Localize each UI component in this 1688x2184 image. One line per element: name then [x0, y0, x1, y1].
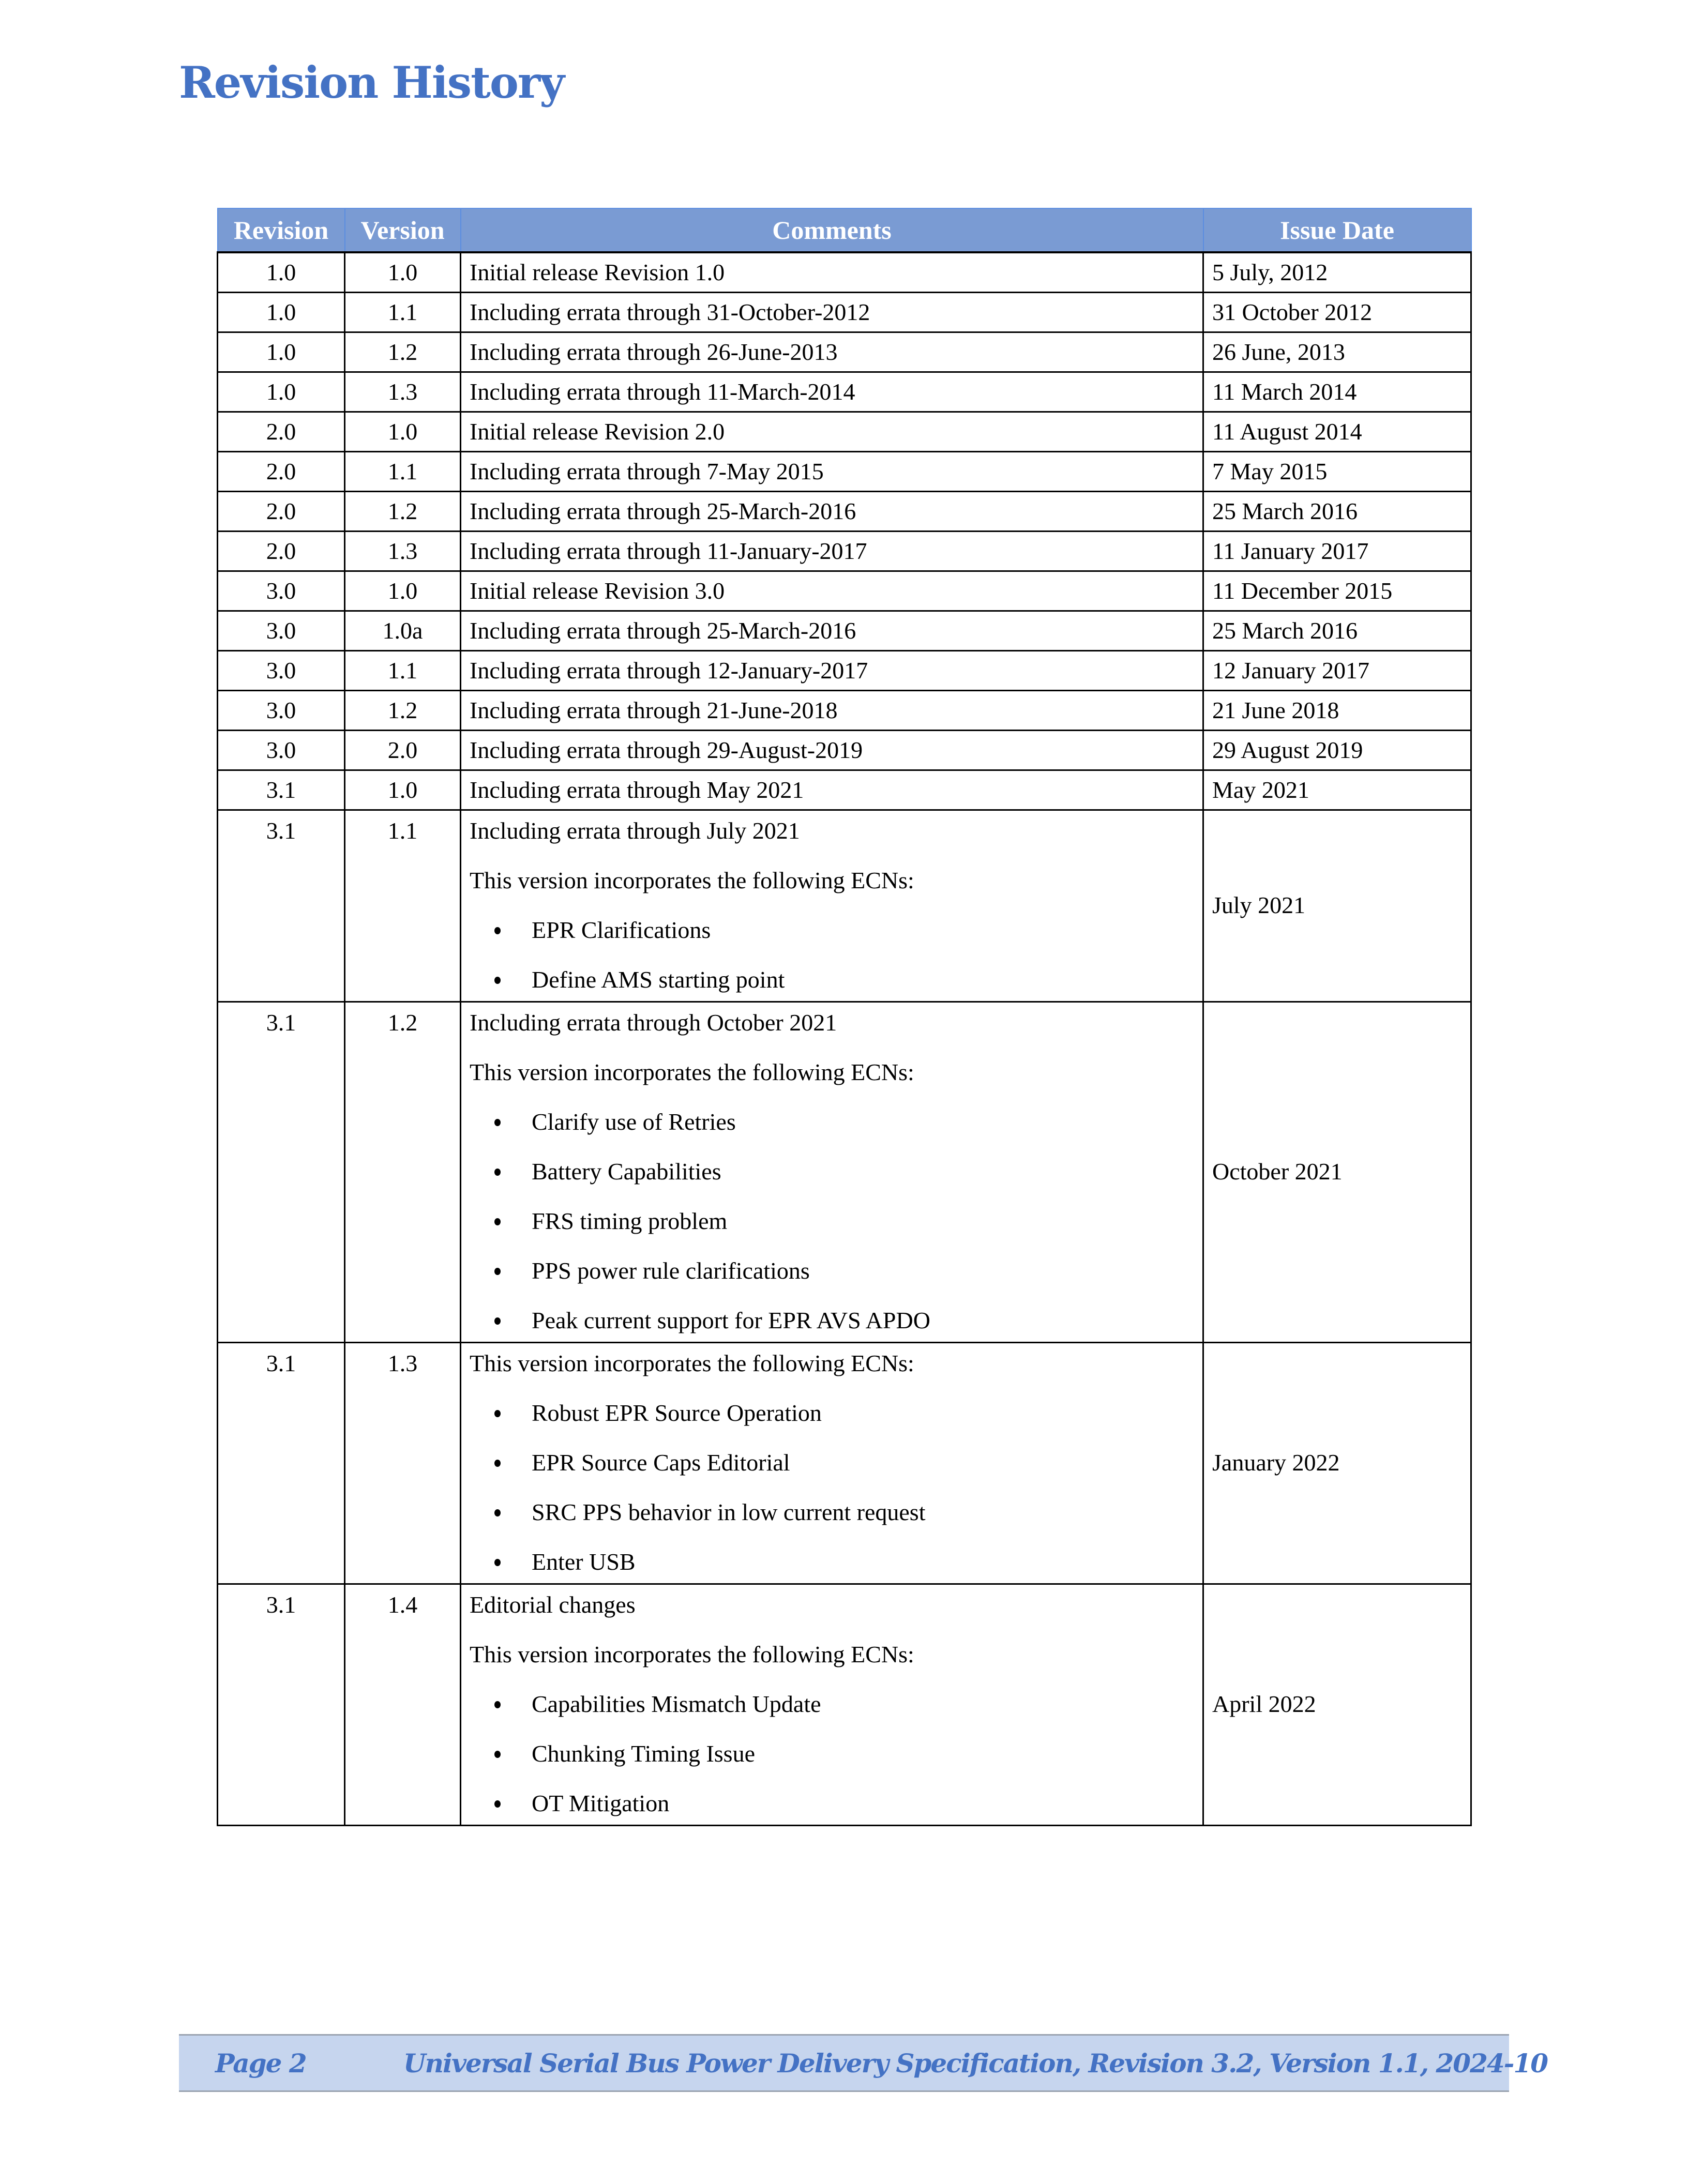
table-row — [218, 611, 1471, 651]
comment-line: This version incorporates the following ECNs: — [470, 1350, 914, 1376]
bullet-icon — [494, 1751, 501, 1758]
comment-line: This version incorporates the following ECNs: — [470, 1059, 914, 1085]
ecn-label: Peak current support for EPR AVS APDO — [532, 1307, 930, 1333]
cell-date: 11 August 2014 — [1203, 412, 1471, 452]
ecn-label: FRS timing problem — [532, 1208, 728, 1234]
ecn-label: Clarify use of Retries — [532, 1109, 736, 1135]
bullet-icon — [494, 1169, 501, 1176]
ecn-label: Battery Capabilities — [532, 1158, 721, 1185]
ecn-label: Capabilities Mismatch Update — [532, 1691, 821, 1717]
cell-comment: Including errata through 26-June-2013 — [461, 332, 1203, 372]
cell-comment: Including errata through 7-May 2015 — [461, 452, 1203, 492]
cell-comment: Including errata through 25-March-2016 — [461, 611, 1203, 651]
table-row — [218, 252, 1471, 293]
ecn-item — [470, 1204, 1194, 1238]
cell-revision: 3.0 — [218, 571, 345, 611]
cell-date: 7 May 2015 — [1203, 452, 1471, 492]
header-issue-date: Issue Date — [1203, 208, 1471, 252]
ecn-label: Define AMS starting point — [532, 966, 785, 993]
ecn-item — [470, 1105, 1194, 1139]
cell-date: May 2021 — [1203, 770, 1471, 810]
ecn-item — [470, 1786, 1194, 1821]
ecn-label: EPR Clarifications — [532, 917, 711, 943]
cell-version: 1.3 — [345, 1343, 461, 1584]
table-body — [218, 252, 1471, 1826]
bullet-icon — [494, 1317, 501, 1325]
cell-date: April 2022 — [1203, 1584, 1471, 1826]
cell-revision: 3.1 — [218, 1343, 345, 1584]
cell-date: 26 June, 2013 — [1203, 332, 1471, 372]
cell-revision: 3.0 — [218, 731, 345, 770]
page-footer — [179, 2034, 1548, 2092]
bullet-icon — [494, 1460, 501, 1467]
ecn-item — [470, 1446, 1194, 1480]
cell-version: 1.1 — [345, 651, 461, 691]
cell-date: 25 March 2016 — [1203, 611, 1471, 651]
page-title: Revision History — [179, 57, 564, 108]
ecn-item — [470, 1545, 1194, 1579]
cell-comment: Including errata through 11-January-2017 — [461, 532, 1203, 571]
table-row — [218, 452, 1471, 492]
comment-line: Editorial changes — [470, 1591, 636, 1618]
comment-line: This version incorporates the following ECNs: — [470, 867, 914, 893]
cell-revision: 2.0 — [218, 412, 345, 452]
cell-date: 25 March 2016 — [1203, 492, 1471, 532]
header-version: Version — [345, 208, 461, 252]
cell-comment — [461, 1002, 1203, 1343]
bullet-icon — [494, 1559, 501, 1566]
bullet-icon — [494, 977, 501, 984]
ecn-item — [470, 1495, 1194, 1529]
comment-line: Including errata through July 2021 — [470, 817, 800, 844]
cell-version: 2.0 — [345, 731, 461, 770]
bullet-icon — [494, 1410, 501, 1417]
table-row — [218, 691, 1471, 731]
ecn-list — [470, 913, 1194, 997]
cell-revision: 1.0 — [218, 332, 345, 372]
cell-comment: Initial release Revision 3.0 — [461, 571, 1203, 611]
ecn-item — [470, 1396, 1194, 1430]
table-row-detailed — [218, 810, 1471, 1002]
ecn-item — [470, 1303, 1194, 1338]
ecn-item — [470, 963, 1194, 997]
table-row — [218, 492, 1471, 532]
cell-version: 1.0a — [345, 611, 461, 651]
cell-version: 1.1 — [345, 452, 461, 492]
cell-comment — [461, 810, 1203, 1002]
header-revision: Revision — [218, 208, 345, 252]
ecn-label: EPR Source Caps Editorial — [532, 1449, 790, 1476]
cell-date: October 2021 — [1203, 1002, 1471, 1343]
ecn-label: Enter USB — [532, 1549, 636, 1575]
table-row — [218, 731, 1471, 770]
bullet-icon — [494, 1119, 501, 1126]
ecn-label: PPS power rule clarifications — [532, 1257, 810, 1284]
ecn-item — [470, 1687, 1194, 1721]
cell-version: 1.1 — [345, 293, 461, 332]
comment-line: This version incorporates the following ECNs: — [470, 1641, 914, 1667]
ecn-label: OT Mitigation — [532, 1790, 670, 1816]
footer-page-number: Page 2 — [215, 2048, 306, 2079]
cell-revision: 3.0 — [218, 611, 345, 651]
cell-version: 1.0 — [345, 770, 461, 810]
header-comments: Comments — [461, 208, 1203, 252]
cell-date: 11 March 2014 — [1203, 372, 1471, 412]
ecn-item — [470, 913, 1194, 947]
cell-date: 29 August 2019 — [1203, 731, 1471, 770]
cell-version: 1.2 — [345, 1002, 461, 1343]
bullet-icon — [494, 1509, 501, 1516]
cell-revision: 1.0 — [218, 372, 345, 412]
ecn-list — [470, 1105, 1194, 1338]
table-row — [218, 532, 1471, 571]
cell-date: 31 October 2012 — [1203, 293, 1471, 332]
cell-revision: 1.0 — [218, 252, 345, 293]
cell-version: 1.3 — [345, 372, 461, 412]
cell-revision: 2.0 — [218, 452, 345, 492]
table-row — [218, 770, 1471, 810]
table-row — [218, 293, 1471, 332]
cell-comment: Including errata through 29-August-2019 — [461, 731, 1203, 770]
table-row — [218, 332, 1471, 372]
cell-version: 1.4 — [345, 1584, 461, 1826]
ecn-item — [470, 1254, 1194, 1288]
cell-comment: Including errata through 25-March-2016 — [461, 492, 1203, 532]
table-row — [218, 412, 1471, 452]
ecn-label: SRC PPS behavior in low current request — [532, 1499, 926, 1525]
cell-date: 21 June 2018 — [1203, 691, 1471, 731]
cell-revision: 3.1 — [218, 810, 345, 1002]
cell-revision: 3.0 — [218, 691, 345, 731]
cell-comment: Including errata through 21-June-2018 — [461, 691, 1203, 731]
cell-version: 1.0 — [345, 571, 461, 611]
cell-date: July 2021 — [1203, 810, 1471, 1002]
cell-version: 1.2 — [345, 332, 461, 372]
cell-date: 11 January 2017 — [1203, 532, 1471, 571]
cell-version: 1.0 — [345, 412, 461, 452]
cell-revision: 1.0 — [218, 293, 345, 332]
comment-line: Including errata through October 2021 — [470, 1009, 837, 1036]
cell-revision: 2.0 — [218, 492, 345, 532]
cell-revision: 3.1 — [218, 770, 345, 810]
table-row — [218, 571, 1471, 611]
cell-comment: Initial release Revision 1.0 — [461, 252, 1203, 293]
revision-history-table — [217, 208, 1472, 1826]
table-row — [218, 651, 1471, 691]
cell-comment: Including errata through 11-March-2014 — [461, 372, 1203, 412]
bullet-icon — [494, 1268, 501, 1275]
bullet-icon — [494, 1800, 501, 1808]
cell-date: 12 January 2017 — [1203, 651, 1471, 691]
cell-comment — [461, 1343, 1203, 1584]
footer-spec-title: Universal Serial Bus Power Delivery Specification, Revision 3.2, Version 1.1, 2024-10 — [403, 2048, 1548, 2079]
ecn-label: Chunking Timing Issue — [532, 1740, 755, 1767]
cell-version: 1.2 — [345, 492, 461, 532]
cell-version: 1.0 — [345, 252, 461, 293]
ecn-label: Robust EPR Source Operation — [532, 1400, 822, 1426]
table-row — [218, 372, 1471, 412]
ecn-list — [470, 1687, 1194, 1821]
table-row-detailed — [218, 1343, 1471, 1584]
bullet-icon — [494, 1218, 501, 1225]
ecn-list — [470, 1396, 1194, 1579]
cell-date: January 2022 — [1203, 1343, 1471, 1584]
bullet-icon — [494, 927, 501, 934]
cell-version: 1.1 — [345, 810, 461, 1002]
cell-comment: Including errata through May 2021 — [461, 770, 1203, 810]
cell-revision: 3.1 — [218, 1584, 345, 1826]
cell-comment: Initial release Revision 2.0 — [461, 412, 1203, 452]
table-header-row — [218, 208, 1471, 252]
cell-revision: 3.1 — [218, 1002, 345, 1343]
ecn-item — [470, 1737, 1194, 1771]
bullet-icon — [494, 1701, 501, 1708]
ecn-item — [470, 1155, 1194, 1189]
cell-version: 1.2 — [345, 691, 461, 731]
table-row-detailed — [218, 1002, 1471, 1343]
cell-date: 11 December 2015 — [1203, 571, 1471, 611]
cell-revision: 3.0 — [218, 651, 345, 691]
cell-version: 1.3 — [345, 532, 461, 571]
cell-revision: 2.0 — [218, 532, 345, 571]
cell-date: 5 July, 2012 — [1203, 252, 1471, 293]
table-row-detailed — [218, 1584, 1471, 1826]
cell-comment — [461, 1584, 1203, 1826]
cell-comment: Including errata through 31-October-2012 — [461, 293, 1203, 332]
cell-comment: Including errata through 12-January-2017 — [461, 651, 1203, 691]
